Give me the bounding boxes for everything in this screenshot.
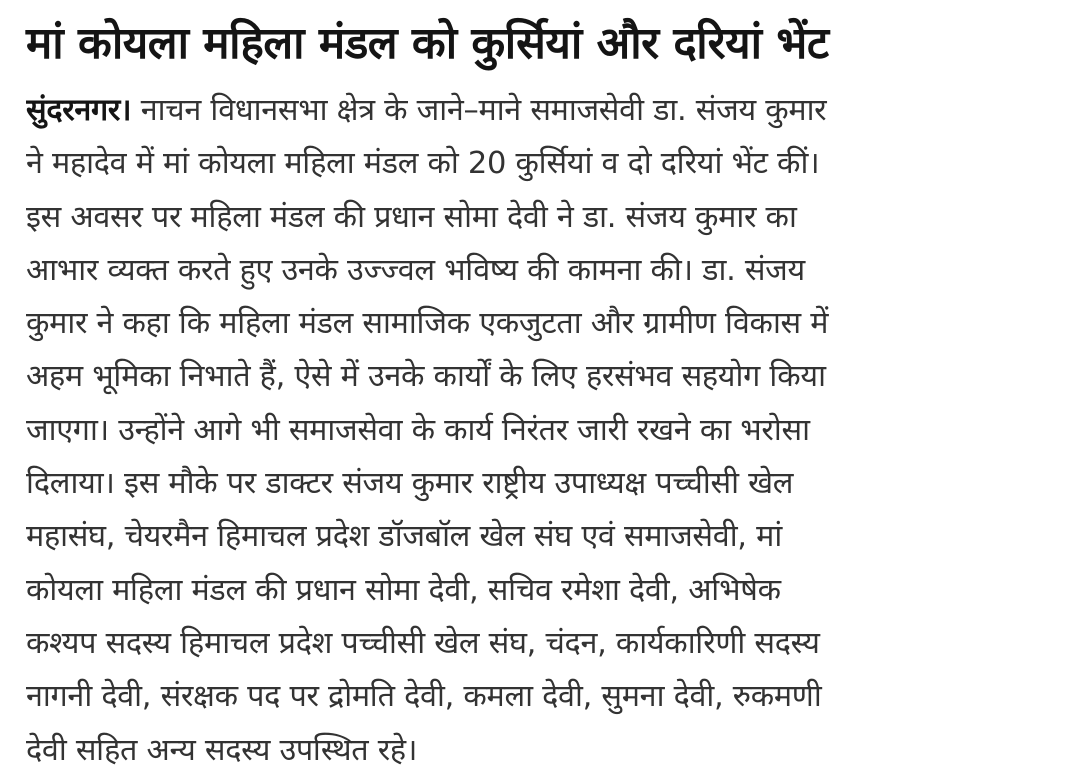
article-line-7: जाएगा। उन्होंने आगे भी समाजसेवा के कार्य निरंतर जारी रखने का भरोसा (26, 412, 810, 448)
article-line-5: कुमार ने कहा कि महिला मंडल सामाजिक एकजुटता और ग्रामीण विकास में (26, 306, 829, 342)
headline: मां कोयला महिला मंडल को कुर्सियां और दरियां भेंट (26, 18, 829, 69)
article-line-3: इस अवसर पर महिला मंडल की प्रधान सोमा देवी ने डा. संजय कुमार का (26, 199, 797, 235)
article-line-6: अहम भूमिका निभाते हैं, ऐसे में उनके कार्यों के लिए हरसंभव सहयोग किया (26, 359, 826, 395)
article-line-9: महासंघ, चेयरमैन हिमाचल प्रदेश डॉजबॉल खेल संघ एवं समाजसेवी, मां (26, 519, 782, 555)
article-line-1 (26, 84, 1056, 137)
article-body (26, 84, 1056, 777)
dateline: सुंदरनगर। (26, 93, 132, 128)
article-line-12: नागनी देवी, संरक्षक पद पर द्रोमति देवी, कमला देवी, सुमना देवी, रुकमणी (26, 679, 822, 715)
article-line-8: दिलाया। इस मौके पर डाक्टर संजय कुमार राष्ट्रीय उपाध्यक्ष पच्चीसी खेल (26, 466, 794, 502)
article-line-11: कश्यप सदस्य हिमाचल प्रदेश पच्चीसी खेल संघ, चंदन, कार्यकारिणी सदस्य (26, 625, 820, 661)
article-line-2: ने महादेव में मां कोयला महिला मंडल को 20 कुर्सियां व दो दरियां भेंट कीं। (26, 146, 820, 182)
article-line-1-text: नाचन विधानसभा क्षेत्र के जाने–माने समाजसेवी डा. संजय कुमार (131, 93, 827, 128)
article-line-4: आभार व्यक्त करते हुए उनके उज्ज्वल भविष्य की कामना की। डा. संजय (26, 252, 805, 288)
article-line-10: कोयला महिला मंडल की प्रधान सोमा देवी, सचिव रमेशा देवी, अभिषेक (26, 572, 781, 608)
article-line-13: देवी सहित अन्य सदस्य उपस्थित रहे। (26, 732, 418, 768)
